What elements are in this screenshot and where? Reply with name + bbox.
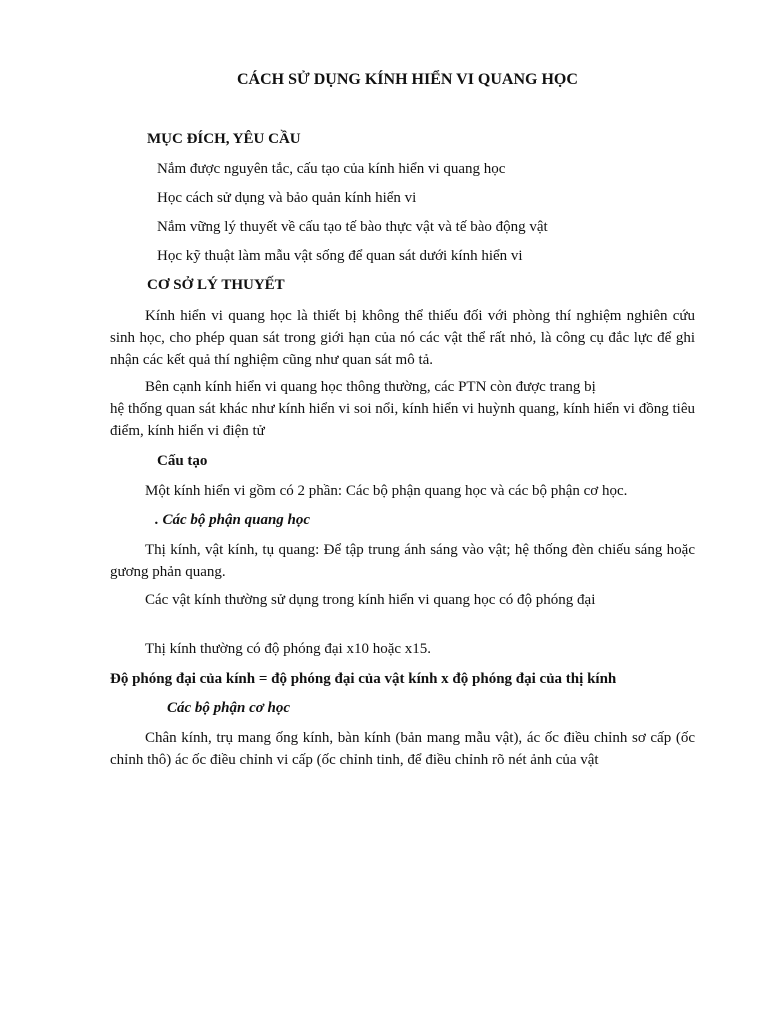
paragraph-mechanical-parts: Chân kính, trụ mang ống kính, bàn kính (bản mang mẫu vật), ác ốc điều chỉnh sơ cấp (ốc chỉnh thô) ác ốc điều chỉnh vi cấp (ốc chỉnh tinh, để điều chỉnh rõ nét ảnh của vật	[110, 730, 695, 768]
paragraph-optical-parts: Thị kính, vật kính, tụ quang: Để tập trung ánh sáng vào vật; hệ thống đèn chiếu sáng hoặc gương phản quang.	[110, 542, 695, 580]
section-heading-theory: CƠ SỞ LÝ THUYẾT	[147, 277, 285, 293]
paragraph-intro: Kính hiển vi quang học là thiết bị không thể thiếu đối với phòng thí nghiệm nghiên cứu sinh học, cho phép quan sát trong giới hạn của nó các vật thể rất nhỏ, là công cụ đắc lực để ghi nhận các kết quả thí nghiệm cũng như quan sát mô tả.	[110, 308, 695, 368]
paragraph-structure: Một kính hiển vi gồm có 2 phần: Các bộ phận quang học và các bộ phận cơ học.	[145, 483, 628, 499]
list-item: Nắm vững lý thuyết về cấu tạo tế bào thực vật và tế bào động vật	[157, 219, 548, 235]
paragraph-eyepiece: Thị kính thường có độ phóng đại x10 hoặc x15.	[145, 641, 432, 657]
subheading-structure: Cấu tạo	[157, 453, 208, 469]
subheading-mechanical-parts: Các bộ phận cơ học	[167, 700, 291, 716]
list-item: Học kỹ thuật làm mẫu vật sống để quan sát dưới kính hiển vi	[157, 248, 523, 264]
paragraph-equipment-line1: Bên cạnh kính hiển vi quang học thông thường, các PTN còn được trang bị	[145, 379, 596, 395]
paragraph-equipment-rest: hệ thống quan sát khác như kính hiển vi soi nổi, kính hiển vi huỳnh quang, kính hiển vi đồng tiêu điểm, kính hiển vi điện tử	[110, 401, 695, 439]
section-heading-purpose: MỤC ĐÍCH, YÊU CẦU	[147, 131, 301, 147]
subheading-optical-parts: . Các bộ phận quang học	[155, 512, 311, 528]
paragraph-objectives: Các vật kính thường sử dụng trong kính hiển vi quang học có độ phóng đại	[145, 592, 596, 608]
list-item: Học cách sử dụng và bảo quản kính hiển vi	[157, 190, 417, 206]
magnification-formula: Độ phóng đại của kính = độ phóng đại của vật kính x độ phóng đại của thị kính	[110, 671, 617, 687]
page-title: CÁCH SỬ DỤNG KÍNH HIỂN VI QUANG HỌC	[237, 71, 578, 88]
list-item: Nắm được nguyên tắc, cấu tạo của kính hiển vi quang học	[157, 161, 506, 177]
